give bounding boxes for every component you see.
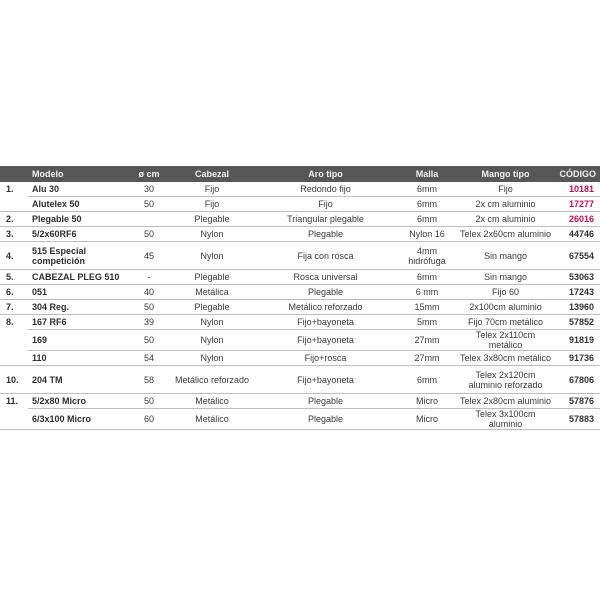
cell-codigo: 57876 [554,394,600,409]
header-mango: Mango tipo [481,169,530,179]
cell-malla: Micro [397,409,457,430]
cell-malla: 5mm [397,315,457,330]
cell-aro: Fija con rosca [254,242,397,270]
cell-malla: 6 mm [397,285,457,300]
cell-modelo: Plegable 50 [28,212,128,227]
cell-cabezal: Plegable [170,212,254,227]
cell-codigo: 17277 [554,197,600,212]
cell-aro: Fijo+rosca [254,351,397,366]
cell-aro: Plegable [254,285,397,300]
row-number: 3. [0,227,28,242]
cell-codigo: 10181 [554,182,600,197]
table-row [0,212,600,227]
cell-modelo: 515 Especial competición [28,242,128,270]
cell-diametro [128,212,170,227]
header-cabezal: Cabezal [194,169,229,179]
row-number: 6. [0,285,28,300]
cell-modelo: 169 [28,330,128,351]
cell-codigo: 44746 [554,227,600,242]
cell-modelo: 5/2x80 Micro [28,394,128,409]
cell-codigo: 26016 [554,212,600,227]
row-number [0,330,28,351]
table-row [0,300,600,315]
cell-codigo: 13960 [554,300,600,315]
cell-mango: Telex 2x60cm aluminio [457,227,554,242]
cell-malla: 6mm [397,366,457,394]
cell-cabezal: Metálica [170,285,254,300]
cell-diametro: 58 [128,366,170,394]
cell-aro: Plegable [254,409,397,430]
cell-cabezal: Nylon [170,351,254,366]
table-row [0,409,600,430]
cell-diametro: 50 [128,197,170,212]
cell-modelo: 304 Reg. [28,300,128,315]
row-number: 4. [0,242,28,270]
cell-diametro: 45 [128,242,170,270]
header-aro: Aro tipo [308,169,343,179]
table-header [0,166,600,182]
header-modelo: Modelo [32,169,64,179]
cell-diametro: 50 [128,300,170,315]
cell-diametro: 54 [128,351,170,366]
cell-mango: 2x100cm aluminio [457,300,554,315]
cell-aro: Plegable [254,227,397,242]
cell-aro: Plegable [254,394,397,409]
cell-mango: Sin mango [457,242,554,270]
header-codigo: CÓDIGO [559,169,596,179]
cell-diametro: 60 [128,409,170,430]
cell-aro: Triangular plegable [254,212,397,227]
row-number [0,409,28,430]
cell-mango: Fijo 60 [457,285,554,300]
row-number [0,351,28,366]
cell-aro: Fijo+bayoneta [254,315,397,330]
cell-cabezal: Nylon [170,227,254,242]
cell-cabezal: Plegable [170,300,254,315]
table-row [0,285,600,300]
cell-mango: Telex 2x120cm aluminio reforzado [457,366,554,394]
cell-codigo: 67806 [554,366,600,394]
cell-malla: 27mm [397,351,457,366]
cell-diametro: 50 [128,330,170,351]
row-number: 2. [0,212,28,227]
cell-malla: 27mm [397,330,457,351]
cell-diametro: - [128,270,170,285]
cell-aro: Rosca universal [254,270,397,285]
cell-cabezal: Nylon [170,242,254,270]
cell-mango: 2x cm aluminio [457,197,554,212]
cell-diametro: 39 [128,315,170,330]
product-table-sheet [0,166,600,430]
cell-cabezal: Nylon [170,315,254,330]
cell-aro: Fijo+bayoneta [254,330,397,351]
cell-aro: Metálico reforzado [254,300,397,315]
row-number: 8. [0,315,28,330]
cell-cabezal: Metálico reforzado [170,366,254,394]
cell-modelo: CABEZAL PLEG 510 [28,270,128,285]
row-number: 10. [0,366,28,394]
table-body [0,182,600,430]
product-table [0,166,600,430]
cell-mango: Telex 3x80cm metálico [457,351,554,366]
table-row [0,197,600,212]
table-row [0,182,600,197]
cell-cabezal: Nylon [170,330,254,351]
table-row [0,227,600,242]
cell-mango: Sin mango [457,270,554,285]
cell-malla: 6mm [397,212,457,227]
cell-malla: Nylon 16 [397,227,457,242]
cell-modelo: 5/2x60RF6 [28,227,128,242]
header-malla: Malla [415,169,439,179]
cell-malla: 4mm hidrófuga [397,242,457,270]
cell-diametro: 50 [128,394,170,409]
cell-cabezal: Fijo [170,182,254,197]
row-number [0,197,28,212]
cell-malla: 6mm [397,197,457,212]
cell-modelo: 110 [28,351,128,366]
row-number: 7. [0,300,28,315]
table-row [0,270,600,285]
table-row [0,330,600,351]
cell-diametro: 40 [128,285,170,300]
cell-aro: Fijo+bayoneta [254,366,397,394]
cell-codigo: 91736 [554,351,600,366]
header-row [0,166,600,182]
cell-diametro: 50 [128,227,170,242]
table-row [0,366,600,394]
cell-malla: Micro [397,394,457,409]
cell-modelo: Alutelex 50 [28,197,128,212]
cell-modelo: 051 [28,285,128,300]
cell-modelo: Alu 30 [28,182,128,197]
cell-malla: 15mm [397,300,457,315]
cell-mango: Telex 3x100cm aluminio [457,409,554,430]
row-number: 5. [0,270,28,285]
cell-mango: Fijo [457,182,554,197]
cell-cabezal: Fijo [170,197,254,212]
cell-modelo: 204 TM [28,366,128,394]
cell-mango: Telex 2x110cm metálico [457,330,554,351]
table-row [0,242,600,270]
cell-malla: 6mm [397,270,457,285]
cell-mango: 2x cm aluminio [457,212,554,227]
row-number: 11. [0,394,28,409]
cell-mango: Telex 2x80cm aluminio [457,394,554,409]
row-number: 1. [0,182,28,197]
cell-codigo: 67554 [554,242,600,270]
cell-codigo: 17243 [554,285,600,300]
cell-cabezal: Metálico [170,394,254,409]
cell-cabezal: Metálico [170,409,254,430]
table-row [0,394,600,409]
table-row [0,315,600,330]
cell-codigo: 53063 [554,270,600,285]
header-diametro: ø cm [138,169,160,179]
table-row [0,351,600,366]
cell-codigo: 57852 [554,315,600,330]
cell-codigo: 91819 [554,330,600,351]
cell-cabezal: Plegable [170,270,254,285]
cell-aro: Fijo [254,197,397,212]
cell-malla: 6mm [397,182,457,197]
cell-mango: Fijo 70cm metálico [457,315,554,330]
cell-codigo: 57883 [554,409,600,430]
cell-modelo: 167 RF6 [28,315,128,330]
cell-modelo: 6/3x100 Micro [28,409,128,430]
cell-diametro: 30 [128,182,170,197]
cell-aro: Redondo fijo [254,182,397,197]
header-num [0,166,28,182]
